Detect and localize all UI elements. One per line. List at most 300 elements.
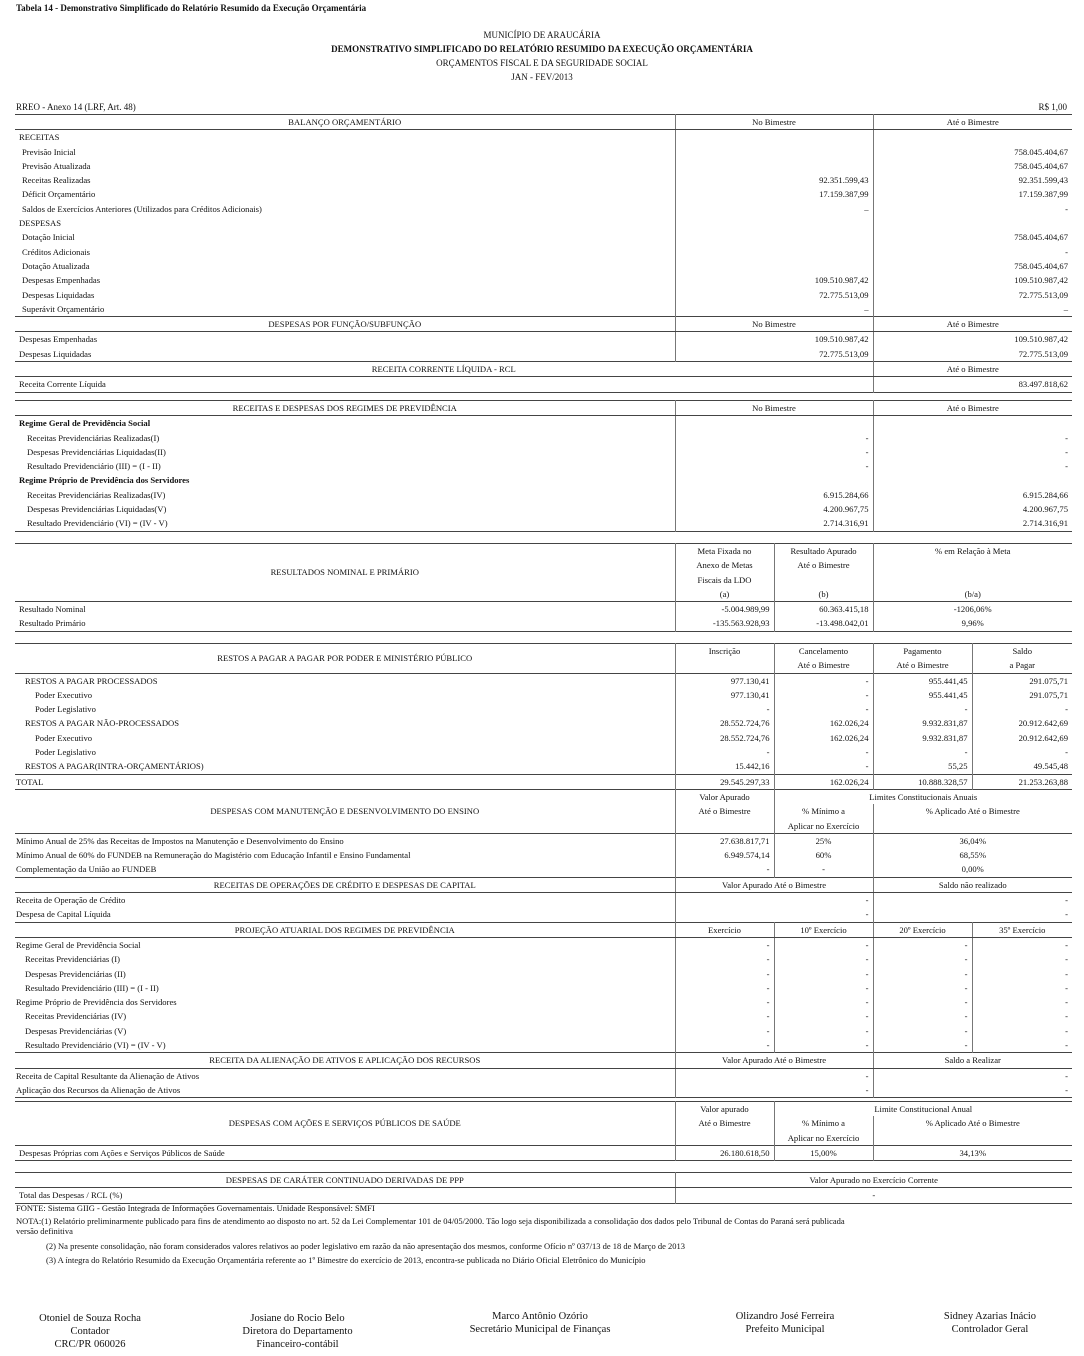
value-cell: 758.045.404,67 (1014, 146, 1068, 157)
table-row (15, 716, 1072, 730)
value-cell: - (1065, 982, 1068, 993)
column-header: Saldo a Realizar (873, 1053, 1072, 1068)
value-cell: 34,13% (873, 1145, 1072, 1160)
row-label: Dotação Inicial (15, 230, 675, 244)
column-header: Até o Bimestre (873, 658, 972, 673)
value-cell: 28.552.724,76 (675, 716, 774, 730)
value-cell: 758.045.404,67 (1014, 260, 1068, 271)
value-cell (873, 130, 1072, 145)
value-cell: - (774, 952, 873, 966)
row-label: Aplicação dos Recursos da Alienação de Ativos (15, 1083, 675, 1098)
balanco-table (15, 114, 1072, 393)
ppp-table (15, 1172, 1072, 1204)
table-row (15, 416, 1072, 431)
column-header: Valor apurado (675, 1102, 774, 1117)
value-cell: 6.915.284,66 (675, 488, 873, 502)
value-cell: - (774, 745, 873, 759)
table-row (15, 981, 1072, 995)
value-cell: - (1065, 1084, 1068, 1095)
row-label: Poder Executivo (15, 731, 675, 745)
row-label: Resultado Nominal (15, 602, 675, 617)
signature-prefeito: Olizandro José Ferreira Prefeito Municipal (735, 1311, 835, 1335)
municipality-name: MUNICÍPIO DE ARAUCÁRIA (483, 30, 601, 40)
column-header: Limites Constitucionais Anuais (774, 789, 1072, 804)
column-header: No Bimestre (675, 317, 873, 332)
value-cell: - (774, 1038, 873, 1053)
row-label: Receita Corrente Líquida (15, 377, 873, 392)
row-label: Receitas Previdenciárias Realizadas(I) (15, 431, 675, 445)
value-cell: - (1065, 747, 1068, 758)
column-header (873, 558, 1072, 572)
row-label: Previsão Inicial (15, 145, 675, 159)
value-cell: 758.045.404,67 (1014, 232, 1068, 243)
value-cell: - (774, 937, 873, 952)
value-cell: – (675, 202, 873, 216)
section-title: DESPESAS COM MANUTENÇÃO E DESENVOLVIMENTO DO ENSINO (15, 789, 675, 833)
row-label: RESTOS A PAGAR PROCESSADOS (15, 673, 675, 688)
report-title: DEMONSTRATIVO SIMPLIFICADO DO RELATÓRIO RESUMIDO DA EXECUÇÃO ORÇAMENTÁRIA (331, 44, 753, 54)
row-label: Despesa de Capital Líquida (15, 907, 675, 922)
value-cell: 29.545.297,33 (675, 774, 774, 789)
table-row (15, 145, 1072, 159)
section-title: DESPESAS DE CARÁTER CONTINUADO DERIVADAS DE PPP (15, 1173, 675, 1188)
column-header: Fiscais da LDO (675, 573, 774, 587)
table-row (15, 833, 1072, 848)
table-row (15, 688, 1072, 702)
row-label: Receita de Capital Resultante da Alienação de Ativos (15, 1068, 675, 1083)
column-header: % Aplicado Até o Bimestre (925, 1118, 1020, 1129)
value-cell: - (1065, 246, 1068, 257)
credito-header (15, 877, 1072, 892)
row-label: Créditos Adicionais (15, 245, 675, 259)
value-cell: - (1065, 1011, 1068, 1022)
value-cell: 6.915.284,66 (1022, 489, 1068, 500)
row-label: Resultado Primário (15, 616, 675, 631)
row-label: Regime Geral de Previdência Social (15, 937, 675, 952)
currency-unit: R$ 1,00 (1038, 102, 1067, 112)
table-row (15, 759, 1072, 774)
value-cell: - (675, 445, 873, 459)
section-title: RECEITA DA ALIENAÇÃO DE ATIVOS E APLICAÇÃO DOS RECURSOS (15, 1053, 675, 1068)
value-cell: 20.912.642,69 (1018, 732, 1068, 743)
value-cell: 72.775.513,09 (1018, 289, 1068, 300)
value-cell: - (675, 967, 774, 981)
value-cell: - (675, 862, 774, 877)
table-cell (873, 473, 1072, 487)
group-label: Regime Próprio de Previdência dos Servidores (15, 473, 675, 487)
row-label: Poder Legislativo (15, 702, 675, 716)
table-row (15, 488, 1072, 502)
column-header (873, 573, 1072, 587)
table-row (15, 1145, 1072, 1160)
column-header: Até o Bimestre (873, 401, 1072, 416)
value-cell: 758.045.404,67 (1014, 160, 1068, 171)
row-label: Poder Executivo (15, 688, 675, 702)
value-cell: -5.004.989,99 (675, 602, 774, 617)
value-cell (873, 216, 1072, 230)
section-title: RESTOS A PAGAR A PAGAR POR PODER E MINISTÉRIO PÚBLICO (15, 644, 675, 674)
column-header: Exercício (675, 922, 774, 937)
value-cell: 83.497.818,62 (1018, 379, 1068, 390)
value-cell: -1206,06% (873, 602, 1072, 617)
table-row (15, 1038, 1072, 1053)
value-cell: 4.200.967,75 (675, 502, 873, 516)
column-header: Até o Bimestre (675, 1116, 774, 1130)
row-label: Resultado Previdenciário (VI) = (IV - V) (15, 1038, 675, 1053)
section-title: BALANÇO ORÇAMENTÁRIO (15, 115, 675, 130)
value-cell: - (1065, 461, 1068, 472)
value-cell: - (1065, 895, 1068, 906)
value-cell: 9,96% (961, 618, 984, 629)
column-header: % em Relação à Meta (873, 544, 1072, 559)
table-row (15, 702, 1072, 716)
value-cell: 0,00% (961, 864, 984, 875)
table-row (15, 862, 1072, 877)
column-header: Até o Bimestre (774, 658, 873, 673)
row-label: DESPESAS (15, 216, 675, 230)
section-title: PROJEÇÃO ATUARIAL DOS REGIMES DE PREVIDÊNCIA (15, 922, 675, 937)
report-period: JAN - FEV/2013 (511, 72, 573, 82)
value-cell: 15,00% (774, 1145, 873, 1160)
table-row (15, 616, 1072, 631)
row-label: RECEITAS (15, 130, 675, 145)
previdencia-header (15, 401, 1072, 416)
value-cell: - (774, 702, 873, 716)
table-row (15, 1009, 1072, 1023)
section-title: RESULTADOS NOMINAL E PRIMÁRIO (15, 544, 675, 602)
value-cell: - (675, 1009, 774, 1023)
value-cell: - (873, 952, 972, 966)
column-header: 10º Exercício (774, 922, 873, 937)
column-header: Valor Apurado (675, 789, 774, 804)
section-title: DESPESAS COM AÇÕES E SERVIÇOS PÚBLICOS DE SAÚDE (15, 1102, 675, 1146)
column-header: (b) (774, 587, 873, 602)
column-header: Inscrição (675, 644, 774, 659)
row-label: Poder Legislativo (15, 745, 675, 759)
column-header: Valor Apurado Até o Bimestre (675, 877, 873, 892)
value-cell: - (1065, 704, 1068, 715)
column-header: Meta Fixada no (675, 544, 774, 559)
projecao-header (15, 922, 1072, 937)
value-cell: 9.932.831,87 (873, 731, 972, 745)
column-header: (a) (675, 587, 774, 602)
source-note: FONTE: Sistema GIIG - Gestão Integrada de Informações Governamentais. Unidade Responsável: SMFI (16, 1203, 375, 1213)
section-title: RECEITA CORRENTE LÍQUIDA - RCL (15, 362, 873, 377)
table-row (15, 288, 1072, 302)
table-row (15, 187, 1072, 201)
note-3: (3) A íntegra do Relatório Resumido da Execução Orçamentária referente ao 1º Bimestre do exercício de 2013, encontra-se publicada no Diário Oficial Eletrônico do Município (46, 1255, 646, 1265)
row-label: Saldos de Exercícios Anteriores (Utilizados para Créditos Adicionais) (15, 202, 675, 216)
table-row (15, 893, 1072, 908)
value-cell: 109.510.987,42 (1014, 334, 1068, 345)
value-cell (675, 216, 873, 230)
table-row (15, 907, 1072, 922)
value-cell: - (675, 1083, 873, 1098)
value-cell: 27.638.817,71 (675, 833, 774, 848)
table-row (15, 347, 1072, 362)
signature-controlador: Sidney Azarias Inácio Controlador Geral (943, 1311, 1037, 1335)
column-header: No Bimestre (675, 115, 873, 130)
table-row (15, 173, 1072, 187)
value-cell (675, 130, 873, 145)
row-label: Despesas Empenhadas (15, 273, 675, 287)
value-cell: – (675, 302, 873, 317)
value-cell: – (1063, 303, 1068, 314)
column-header: a Pagar (1009, 660, 1036, 671)
report-subtitle: ORÇAMENTOS FISCAL E DA SEGURIDADE SOCIAL (436, 58, 648, 68)
table-row (15, 159, 1072, 173)
value-cell: 955.441,45 (873, 673, 972, 688)
value-cell: - (1065, 954, 1068, 965)
value-cell: - (873, 995, 972, 1009)
value-cell: - (873, 1009, 972, 1023)
row-label: Regime Próprio de Previdência dos Servidores (15, 995, 675, 1009)
value-cell: 49.545,48 (1033, 761, 1068, 772)
value-cell: 6.949.574,14 (675, 848, 774, 862)
value-cell: - (774, 688, 873, 702)
value-cell: -135.563.928,93 (675, 616, 774, 631)
value-cell: - (774, 673, 873, 688)
table-row (15, 774, 1072, 789)
value-cell: 28.552.724,76 (675, 731, 774, 745)
value-cell: 92.351.599,43 (675, 173, 873, 187)
restos-header (15, 644, 1072, 659)
column-header: % Mínimo a (774, 1116, 873, 1130)
value-cell: 92.351.599,43 (1018, 175, 1068, 186)
value-cell: - (873, 702, 972, 716)
value-cell: 26.180.618,50 (675, 1145, 774, 1160)
value-cell: - (774, 759, 873, 774)
table-row (15, 745, 1072, 759)
signature-contador: Otoniel de Souza Rocha Contador CRC/PR 060026 (39, 1313, 141, 1350)
table-cell (675, 416, 873, 431)
section-title: DESPESAS POR FUNÇÃO/SUBFUNÇÃO (15, 317, 675, 332)
row-label: Despesas Previdenciárias (II) (15, 967, 675, 981)
notes (16, 1202, 1066, 1267)
value-cell: - (675, 1038, 774, 1053)
column-header: Até o Bimestre (873, 317, 1072, 332)
column-header: Valor Apurado Até o Bimestre (675, 1053, 873, 1068)
table-row (15, 431, 1072, 445)
table-row (15, 995, 1072, 1009)
value-cell: 162.026,24 (774, 774, 873, 789)
table-cell (675, 473, 873, 487)
value-cell: - (774, 995, 873, 1009)
value-cell: - (774, 1009, 873, 1023)
value-cell: - (873, 1024, 972, 1038)
column-header: Aplicar no Exercício (774, 819, 873, 834)
column-header: 20º Exercício (873, 922, 972, 937)
value-cell: - (873, 745, 972, 759)
note-1-continued: versão definitiva (16, 1226, 73, 1236)
value-cell: 4.200.967,75 (1022, 504, 1068, 515)
column-header (774, 573, 873, 587)
value-cell: - (1065, 1025, 1068, 1036)
signature-diretora: Josiane do Rocio Belo Diretora do Departamento Financeiro-contábil (242, 1313, 353, 1350)
value-cell: - (1065, 446, 1068, 457)
row-label: Receitas Previdenciárias Realizadas(IV) (15, 488, 675, 502)
value-cell: 15.442,16 (675, 759, 774, 774)
row-label: Despesas Próprias com Ações e Serviços Públicos de Saúde (15, 1145, 675, 1160)
value-cell: - (872, 1190, 876, 1201)
value-cell (675, 145, 873, 159)
value-cell: 2.714.316,91 (1022, 518, 1068, 529)
ppp-header (15, 1173, 1072, 1188)
value-cell: - (873, 1038, 972, 1053)
balanco-header (15, 115, 1072, 130)
previdencia-table (15, 400, 1072, 532)
value-cell: 109.510.987,42 (675, 273, 873, 287)
table-row (15, 1024, 1072, 1038)
row-label: Resultado Previdenciário (VI) = (IV - V) (15, 516, 675, 531)
value-cell: 20.912.642,69 (1018, 718, 1068, 729)
restos-table (15, 643, 1072, 1098)
value-cell: -13.498.042,01 (774, 616, 873, 631)
rreo-reference: RREO - Anexo 14 (LRF, Art. 48) (16, 102, 136, 112)
section-title: RECEITAS DE OPERAÇÕES DE CRÉDITO E DESPESAS DE CAPITAL (15, 877, 675, 892)
table-row (15, 516, 1072, 531)
value-cell: - (675, 459, 873, 473)
value-cell: 2.714.316,91 (675, 516, 873, 531)
value-cell: - (873, 967, 972, 981)
table-caption: Tabela 14 - Demonstrativo Simplificado do Relatório Resumido da Execução Orçamentária (16, 3, 367, 13)
table-row (15, 216, 1072, 230)
row-label: Superávit Orçamentário (15, 302, 675, 317)
note-2: (2) Na presente consolidação, não foram considerados valores relativos ao poder legislativo em razão da não apresentação dos mesmos, conforme Ofício nº 037/13 de 18 de Março de 2013 (46, 1240, 685, 1251)
table-row (15, 259, 1072, 273)
table-row (15, 1083, 1072, 1098)
row-label: Despesas Empenhadas (15, 332, 675, 347)
column-header (675, 658, 774, 673)
value-cell: - (675, 907, 873, 922)
value-cell (675, 159, 873, 173)
value-cell: - (774, 1024, 873, 1038)
column-header: 35º Exercício (972, 922, 1072, 937)
value-cell: 162.026,24 (774, 716, 873, 730)
value-cell: 977.130,41 (675, 688, 774, 702)
table-row (15, 673, 1072, 688)
saude-header (15, 1102, 1072, 1117)
value-cell: 109.510.987,42 (1014, 275, 1068, 286)
table-row (15, 1188, 1072, 1203)
value-cell: - (774, 862, 873, 877)
value-cell: - (1065, 909, 1068, 920)
column-header: Saldo (972, 644, 1072, 659)
table-row (15, 602, 1072, 617)
value-cell: 109.510.987,42 (675, 332, 873, 347)
row-label: Resultado Previdenciário (III) = (I - II) (15, 459, 675, 473)
table-row (15, 937, 1072, 952)
row-label: Previsão Atualizada (15, 159, 675, 173)
row-label: Déficit Orçamentário (15, 187, 675, 201)
value-cell: 60.363.415,18 (774, 602, 873, 617)
table-row (15, 1068, 1072, 1083)
value-cell: 291.075,71 (972, 673, 1072, 688)
value-cell: 955.441,45 (873, 688, 972, 702)
table-row (15, 731, 1072, 745)
column-header: Até o Bimestre (873, 115, 1072, 130)
table-row (15, 273, 1072, 287)
value-cell: 68,55% (959, 850, 986, 861)
column-header (675, 1131, 774, 1146)
rcl-header (15, 362, 1072, 377)
resultados-header (15, 544, 1072, 559)
column-header (873, 1131, 1072, 1146)
value-cell: 72.775.513,09 (675, 347, 873, 362)
value-cell: 72.775.513,09 (1018, 348, 1068, 359)
table-row (15, 130, 1072, 145)
column-header: Limite Constitucional Anual (774, 1102, 1072, 1117)
group-label: Regime Geral de Previdência Social (15, 416, 675, 431)
row-label: TOTAL (15, 774, 675, 789)
row-label: Mínimo Anual de 25% das Receitas de Impostos na Manutenção e Desenvolvimento do Ensino (15, 833, 675, 848)
column-header: % Mínimo a (774, 804, 873, 818)
row-label: Complementação da União ao FUNDEB (15, 862, 675, 877)
alienacao-header (15, 1053, 1072, 1068)
column-header: Até o Bimestre (675, 804, 774, 818)
value-cell: 60% (774, 848, 873, 862)
value-cell: - (873, 937, 972, 952)
saude-table (15, 1101, 1072, 1161)
table-row (15, 245, 1072, 259)
table-row (15, 473, 1072, 487)
column-header: Valor Apurado no Exercício Corrente (675, 1173, 1072, 1188)
value-cell: - (1065, 997, 1068, 1008)
value-cell: - (675, 952, 774, 966)
value-cell: 21.253.263,88 (972, 774, 1072, 789)
value-cell: - (675, 745, 774, 759)
value-cell: - (675, 981, 774, 995)
column-header: % Aplicado Até o Bimestre (925, 806, 1020, 817)
table-row (15, 377, 1072, 392)
table-row (15, 302, 1072, 317)
column-header: Saldo não realizado (873, 877, 1072, 892)
table-row (15, 332, 1072, 347)
row-label: Receitas Previdenciárias (IV) (15, 1009, 675, 1023)
value-cell: 25% (774, 833, 873, 848)
column-header: Até o Bimestre (873, 362, 1072, 377)
row-label: RESTOS A PAGAR(INTRA-ORÇAMENTÁRIOS) (15, 759, 675, 774)
funcao-header (15, 317, 1072, 332)
row-label: Despesas Liquidadas (15, 288, 675, 302)
row-label: Dotação Atualizada (15, 259, 675, 273)
column-header: Cancelamento (774, 644, 873, 659)
column-header: Anexo de Metas (675, 558, 774, 572)
table-row (15, 230, 1072, 244)
value-cell: - (1065, 432, 1068, 443)
column-header: Aplicar no Exercício (774, 1131, 873, 1146)
value-cell: - (774, 967, 873, 981)
value-cell: - (675, 702, 774, 716)
table-row (15, 445, 1072, 459)
note-1: NOTA:(1) Relatório preliminarmente publicado para fins de atendimento ao disposto no art. 52 da Lei Complementar 101 de 04/05/2000. Tão logo seja disponibilizada a consolidação dos dados pelo Tribunal de Contas do Paraná será publicada (16, 1215, 845, 1226)
row-label: Receitas Previdenciárias (I) (15, 952, 675, 966)
column-header: Pagamento (873, 644, 972, 659)
row-label: Despesas Liquidadas (15, 347, 675, 362)
resultados-table (15, 543, 1072, 632)
row-label: Despesas Previdenciárias Liquidadas(V) (15, 502, 675, 516)
section-title: RECEITAS E DESPESAS DOS REGIMES DE PREVIDÊNCIA (15, 401, 675, 416)
value-cell: 10.888.328,57 (873, 774, 972, 789)
table-row (15, 952, 1072, 966)
row-label: Receita de Operação de Crédito (15, 893, 675, 908)
row-label: Despesas Previdenciárias (V) (15, 1024, 675, 1038)
table-row (15, 502, 1072, 516)
value-cell: - (1065, 203, 1068, 214)
signature-secretario: Marco Antônio Ozório Secretário Municipal de Finanças (469, 1311, 611, 1335)
table-row (15, 848, 1072, 862)
row-label: Resultado Previdenciário (III) = (I - II) (15, 981, 675, 995)
